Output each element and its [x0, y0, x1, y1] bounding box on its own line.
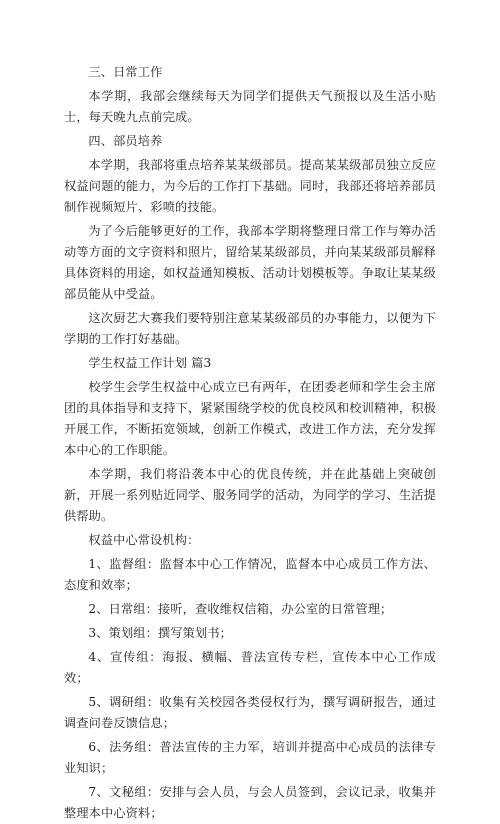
paragraph-member-training: 本学期，我部将重点培养某某级部员。提高某某级部员独立反应权益问题的能力，为今后的工作打下基础。同时，我部还将培养部员制作视频短片、彩喷的技能。 [64, 158, 436, 214]
section-heading-departments: 权益中心常设机构： [88, 533, 200, 547]
paragraph-semester-plan: 本学期，我们将沿袭本中心的优良传统，并在此基础上突破创新，开展一系列贴近同学、服务同学的活动，为同学的学习、生活提供帮助。 [64, 467, 436, 523]
list-item-legal: 6、法务组：普法宣传的主力军，培训并提高中心成员的法律专业知识； [64, 740, 436, 775]
list-item-publicity: 4、宣传组：海报、横幅、普法宣传专栏，宣传本中心工作成效； [64, 650, 436, 685]
paragraph-daily-work: 本学期，我部会继续每天为同学们提供天气预报以及生活小贴士，每天晚九点前完成。 [64, 89, 436, 124]
paragraph-materials: 为了今后能够更好的工作，我部本学期将整理日常工作与筹办活动等方面的文字资料和照片，留给某某级部员，并向某某级部员解释具体资料的用途，如权益通知模板、活动计划模板等。争取让某某级部员能从中受益。 [64, 224, 436, 301]
section-heading-daily-work: 三、日常工作 [88, 65, 163, 79]
list-item-research: 5、调研组：收集有关校园各类侵权行为，撰写调研报告，通过调查问卷反馈信息； [64, 695, 436, 730]
list-item-supervision: 1、监督组：监督本中心工作情况，监督本中心成员工作方法、态度和效率； [64, 557, 436, 592]
section-heading-member-training: 四、部员培养 [88, 134, 163, 148]
list-item-daily: 2、日常组：接听，查收维权信箱，办公室的日常管理； [88, 602, 393, 616]
list-item-secretary: 7、文秘组：安排与会人员，与会人员签到，会议记录，收集并整理本中心资料； [64, 785, 436, 820]
list-item-planning: 3、策划组：撰写策划书； [88, 626, 233, 640]
paragraph-cooking-contest: 这次厨艺大赛我们要特别注意某某级部员的办事能力，以便为下学期的工作打好基础。 [64, 311, 436, 346]
document-section-title: 学生权益工作计划 篇3 [88, 356, 212, 370]
paragraph-center-intro: 校学生会学生权益中心成立已有两年，在团委老师和学生会主席团的具体指导和支持下，紧紧围绕学校的优良校风和校训精神，积极开展工作，不断拓宽领域，创新工作模式，改进工作方法，充分发挥本中心的工作职能。 [64, 380, 436, 457]
